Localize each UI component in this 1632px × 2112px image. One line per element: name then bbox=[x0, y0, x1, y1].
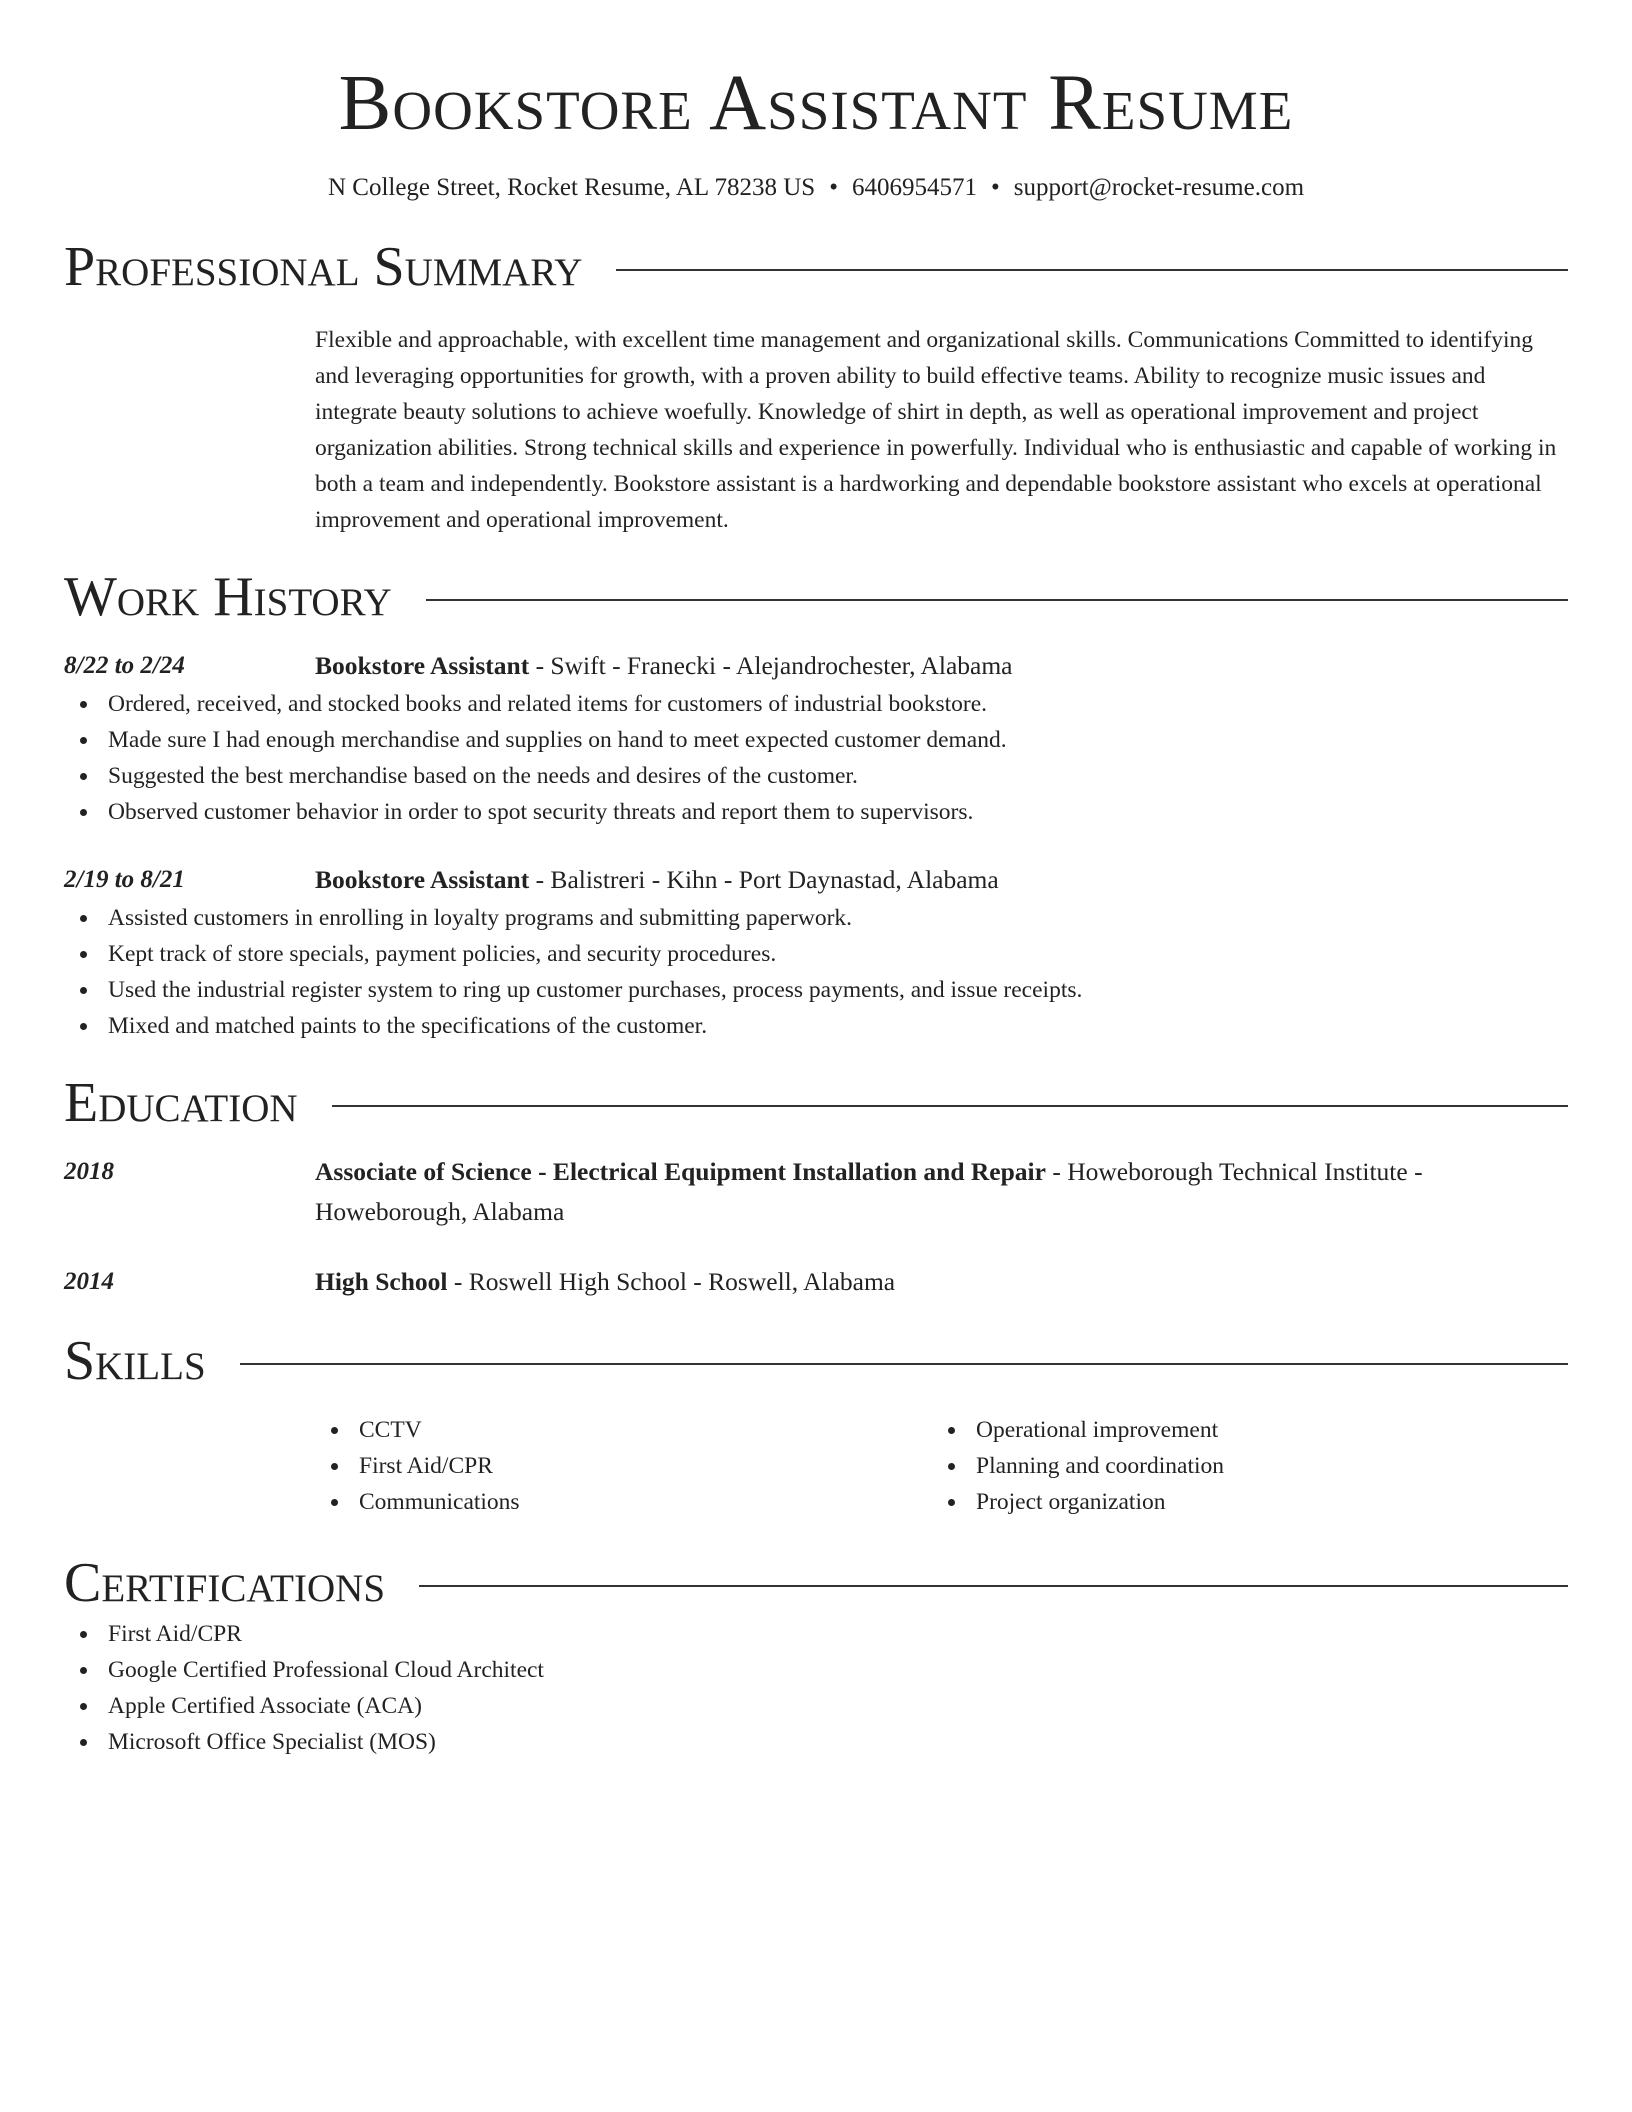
summary-section-heading bbox=[64, 234, 1568, 300]
contact-line bbox=[64, 172, 1568, 204]
section-divider bbox=[419, 1585, 1568, 1587]
education-entry bbox=[64, 1262, 1568, 1302]
job-title: Bookstore Assistant bbox=[315, 865, 530, 894]
contact-address: N College Street, Rocket Resume, AL 78238 US bbox=[327, 174, 816, 201]
section-divider bbox=[426, 599, 1568, 601]
job-details: - Swift - Franecki - Alejandrochester, Alabama bbox=[529, 651, 1013, 680]
skill-item: Planning and coordination bbox=[932, 1448, 1549, 1484]
skills-list bbox=[315, 1412, 1568, 1520]
job-duty: Ordered, received, and stocked books and related items for customers of industrial bookstore. bbox=[64, 686, 1568, 722]
job-title: Bookstore Assistant bbox=[315, 651, 530, 680]
education-entry bbox=[64, 1152, 1568, 1232]
certifications-list bbox=[64, 1616, 1568, 1760]
education-details bbox=[315, 1262, 1568, 1302]
section-divider bbox=[332, 1105, 1568, 1107]
education-details bbox=[315, 1152, 1568, 1232]
skill-item: First Aid/CPR bbox=[315, 1448, 932, 1484]
education-heading: Education bbox=[64, 1072, 298, 1134]
job-duty: Observed customer behavior in order to spot security threats and report them to supervisors. bbox=[64, 794, 1568, 830]
job-duty: Suggested the best merchandise based on the needs and desires of the customer. bbox=[64, 758, 1568, 794]
summary-heading: Professional Summary bbox=[64, 236, 583, 298]
job-entry bbox=[64, 646, 1568, 830]
job-duties bbox=[64, 900, 1568, 1044]
skill-item: Operational improvement bbox=[932, 1412, 1549, 1448]
job-dates: 2/19 to 8/21 bbox=[64, 866, 185, 893]
certification-item: Apple Certified Associate (ACA) bbox=[64, 1688, 1568, 1724]
job-header bbox=[315, 860, 1568, 900]
work-heading: Work History bbox=[64, 566, 392, 628]
resume-page bbox=[64, 0, 1568, 1760]
education-degree: Associate of Science - Electrical Equipment Installation and Repair bbox=[315, 1157, 1046, 1186]
job-duty: Used the industrial register system to ring up customer purchases, process payments, and issue receipts. bbox=[64, 972, 1568, 1008]
job-header bbox=[315, 646, 1568, 686]
certification-item: Google Certified Professional Cloud Architect bbox=[64, 1652, 1568, 1688]
education-year: 2018 bbox=[64, 1158, 114, 1185]
contact-separator: • bbox=[990, 174, 1000, 201]
job-duty: Made sure I had enough merchandise and supplies on hand to meet expected customer demand. bbox=[64, 722, 1568, 758]
section-divider bbox=[616, 269, 1568, 271]
section-divider bbox=[240, 1363, 1568, 1365]
certifications-section-heading bbox=[64, 1550, 1568, 1616]
education-year: 2014 bbox=[64, 1268, 114, 1295]
resume-title: Bookstore Assistant Resume bbox=[338, 60, 1294, 147]
education-degree: High School bbox=[315, 1267, 448, 1296]
work-section-heading bbox=[64, 564, 1568, 630]
contact-email: support@rocket-resume.com bbox=[1013, 174, 1305, 201]
skills-section-heading bbox=[64, 1328, 1568, 1394]
job-duty: Kept track of store specials, payment policies, and security procedures. bbox=[64, 936, 1568, 972]
job-duty: Assisted customers in enrolling in loyalty programs and submitting paperwork. bbox=[64, 900, 1568, 936]
certifications-heading: Certifications bbox=[64, 1552, 386, 1614]
education-school: - Roswell High School - Roswell, Alabama bbox=[447, 1267, 896, 1296]
skill-item: Communications bbox=[315, 1484, 932, 1520]
job-dates: 8/22 to 2/24 bbox=[64, 652, 185, 679]
job-duty: Mixed and matched paints to the specifications of the customer. bbox=[64, 1008, 1568, 1044]
job-details: - Balistreri - Kihn - Port Daynastad, Alabama bbox=[529, 865, 999, 894]
certification-item: Microsoft Office Specialist (MOS) bbox=[64, 1724, 1568, 1760]
education-school: - Howeborough Technical Institute - Howeborough, Alabama bbox=[315, 1157, 1423, 1226]
education-section-heading bbox=[64, 1070, 1568, 1136]
job-entry bbox=[64, 860, 1568, 1044]
skills-column-left bbox=[315, 1412, 932, 1520]
skills-heading: Skills bbox=[64, 1330, 206, 1392]
skill-item: Project organization bbox=[932, 1484, 1549, 1520]
contact-phone: 6406954571 bbox=[851, 174, 977, 201]
skills-column-right bbox=[932, 1412, 1549, 1520]
certification-item: First Aid/CPR bbox=[64, 1616, 1568, 1652]
job-duties bbox=[64, 686, 1568, 830]
summary-text: Flexible and approachable, with excellent time management and organizational skills. Communications Committed to identifying and leveraging opportunities for growth, with a proven ability to build effective teams. Ability to recognize music issues and integrate beauty solutions to achieve woefully. Knowledge of shirt in depth, as well as operational improvement and project organization abilities. Strong technical skills and experience in powerfully. Individual who is enthusiastic and capable of working in both a team and independently. Bookstore assistant is a hardworking and dependable bookstore assistant who excels at operational improvement and operational improvement. bbox=[315, 327, 1557, 533]
contact-separator: • bbox=[829, 174, 838, 201]
skill-item: CCTV bbox=[315, 1412, 932, 1448]
